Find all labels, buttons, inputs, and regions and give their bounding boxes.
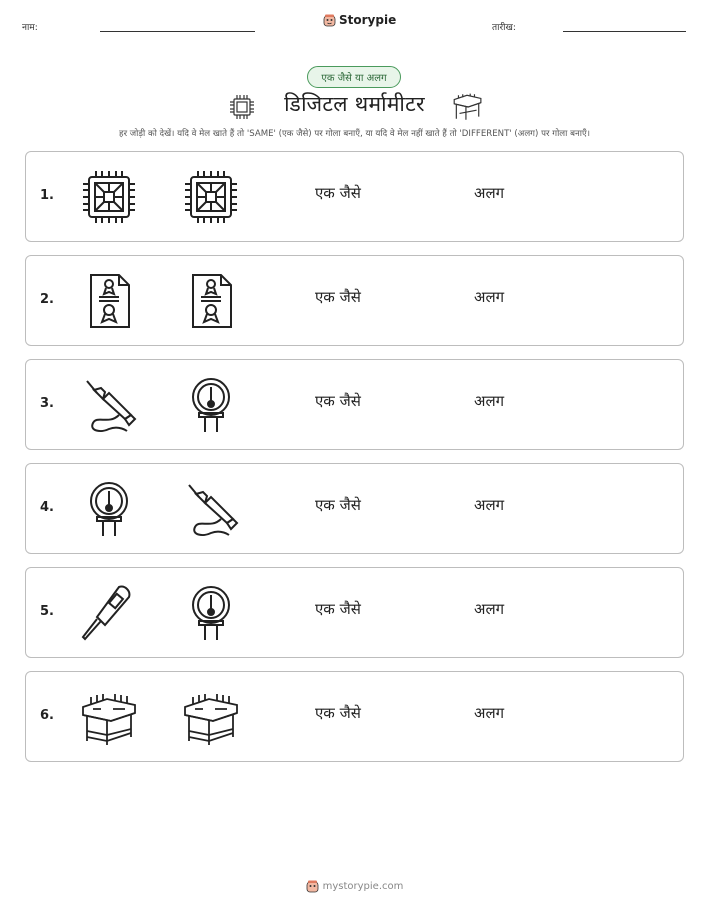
thermistor-icon	[79, 479, 139, 539]
certificate-icon	[79, 271, 139, 331]
instructions: हर जोड़ी को देखें। यदि वे मेल खाते हैं तो 'SAME' (एक जैसे) पर गोला बनाएँ, या यदि वे मेल नहीं खाते हैं तो 'DIFFERENT' (अलग) पर गोला बनाएँ।	[119, 129, 590, 139]
name-line[interactable]	[100, 31, 255, 32]
footer	[0, 880, 709, 893]
footer-url[interactable]: mystorypie.com	[322, 881, 404, 892]
microchip-icon	[79, 167, 139, 227]
option-same[interactable]: एक जैसे	[315, 288, 361, 306]
digital-thermometer-icon	[79, 583, 139, 643]
question-number: 6.	[40, 708, 54, 723]
date-line[interactable]	[563, 31, 686, 32]
question-number: 3.	[40, 396, 54, 411]
option-same[interactable]: एक जैसे	[315, 184, 361, 202]
microchip-icon	[181, 167, 241, 227]
soldering-iron-icon	[181, 479, 241, 539]
brand-name: Storypie	[339, 13, 397, 27]
question-number: 2.	[40, 292, 54, 307]
question-row	[25, 359, 684, 450]
option-same[interactable]: एक जैसे	[315, 392, 361, 410]
question-row	[25, 671, 684, 762]
worksheet-type-badge: एक जैसे या अलग	[307, 66, 401, 88]
option-different[interactable]: अलग	[474, 496, 505, 514]
name-label: नाम:	[22, 23, 38, 33]
thermistor-icon	[181, 375, 241, 435]
option-different[interactable]: अलग	[474, 288, 505, 306]
date-label: तारीख:	[492, 23, 516, 33]
question-row	[25, 463, 684, 554]
option-different[interactable]: अलग	[474, 184, 505, 202]
certificate-icon	[181, 271, 241, 331]
question-row	[25, 567, 684, 658]
question-row	[25, 255, 684, 346]
option-same[interactable]: एक जैसे	[315, 600, 361, 618]
workbench-title-icon	[451, 92, 483, 126]
question-number: 1.	[40, 188, 54, 203]
question-row	[25, 151, 684, 242]
thermistor-icon	[181, 583, 241, 643]
soldering-iron-icon	[79, 375, 139, 435]
option-different[interactable]: अलग	[474, 600, 505, 618]
storypie-mascot-icon	[323, 14, 336, 27]
option-same[interactable]: एक जैसे	[315, 496, 361, 514]
question-number: 5.	[40, 604, 54, 619]
brand-logo	[323, 13, 396, 27]
workbench-icon	[79, 687, 139, 747]
option-same[interactable]: एक जैसे	[315, 704, 361, 722]
option-different[interactable]: अलग	[474, 392, 505, 410]
page-title: डिजिटल थर्मामीटर	[284, 92, 425, 116]
question-number: 4.	[40, 500, 54, 515]
storypie-mascot-icon	[306, 880, 319, 893]
option-different[interactable]: अलग	[474, 704, 505, 722]
workbench-icon	[181, 687, 241, 747]
